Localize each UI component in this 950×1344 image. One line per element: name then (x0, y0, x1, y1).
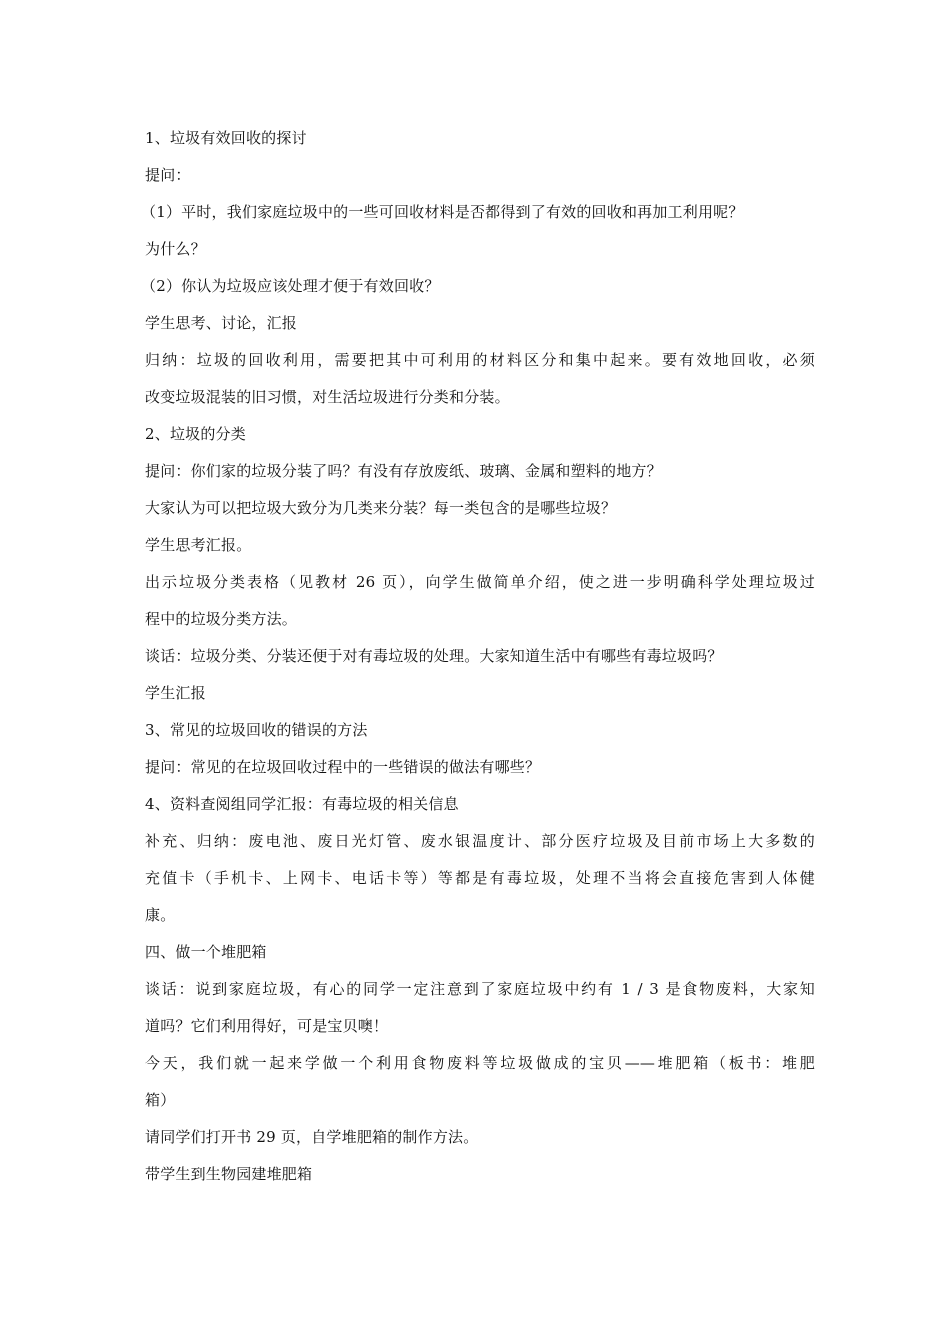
compost-intro-line-2: 箱） (145, 1091, 176, 1109)
classification-prompt: 大家认为可以把垃圾大致分为几类来分装？每一类包含的是哪些垃圾？ (145, 499, 617, 517)
heading-3-wrong-methods: 3、常见的垃圾回收的错误的方法 (145, 721, 368, 739)
question-2: （2）你认为垃圾应该处理才便于有效回收？ (141, 277, 440, 295)
heading-4-toxic-info: 4、资料查阅组同学汇报：有毒垃圾的相关信息 (145, 795, 459, 813)
heading-2-garbage-classification: 2、垃圾的分类 (145, 425, 246, 443)
classification-question: 提问：你们家的垃圾分装了吗？有没有存放废纸、玻璃、金属和塑料的地方？ (145, 462, 662, 480)
classification-table-line-2: 程中的垃圾分类方法。 (145, 610, 298, 628)
toxic-summary-line-2: 充值卡（手机卡、上网卡、电话卡等）等都是有毒垃圾，处理不当将会直接危害到人体健 (145, 869, 815, 887)
compost-intro-line-1: 今天，我们就一起来学做一个利用食物废料等垃圾做成的宝贝——堆肥箱（板书：堆肥 (145, 1054, 815, 1072)
toxic-summary-line-3: 康。 (145, 906, 176, 924)
classification-table-line-1: 出示垃圾分类表格（见教材 26 页），向学生做简单介绍，使之进一步明确科学处理垃圾过 (145, 573, 815, 591)
question-1-line-1: （1）平时，我们家庭垃圾中的一些可回收材料是否都得到了有效的回收和再加工利用呢？ (141, 203, 744, 221)
student-report-2: 学生汇报 (145, 684, 206, 702)
self-study-instruction: 请同学们打开书 29 页，自学堆肥箱的制作方法。 (145, 1128, 479, 1146)
build-compost-activity: 带学生到生物园建堆肥箱 (145, 1165, 313, 1183)
summary-line-1: 归纳：垃圾的回收利用，需要把其中可利用的材料区分和集中起来。要有效地回收，必须 (145, 351, 815, 369)
student-report-1: 学生思考汇报。 (145, 536, 252, 554)
question-label: 提问： (145, 166, 191, 184)
toxic-summary-line-1: 补充、归纳：废电池、废日光灯管、废水银温度计、部分医疗垃圾及目前市场上大多数的 (145, 832, 815, 850)
heading-section-four-compost: 四、做一个堆肥箱 (145, 943, 267, 961)
toxic-garbage-talk: 谈话：垃圾分类、分装还便于对有毒垃圾的处理。大家知道生活中有哪些有毒垃圾吗？ (145, 647, 723, 665)
compost-talk-line-2: 道吗？它们利用得好，可是宝贝噢！ (145, 1017, 389, 1035)
heading-1-garbage-recycling: 1、垃圾有效回收的探讨 (145, 129, 307, 147)
student-discussion: 学生思考、讨论，汇报 (145, 314, 298, 332)
wrong-methods-question: 提问：常见的在垃圾回收过程中的一些错误的做法有哪些？ (145, 758, 541, 776)
compost-talk-line-1: 谈话：说到家庭垃圾，有心的同学一定注意到了家庭垃圾中约有 1 / 3 是食物废料，大家知 (145, 980, 815, 998)
summary-line-2: 改变垃圾混装的旧习惯，对生活垃圾进行分类和分装。 (145, 388, 510, 406)
question-1-line-2: 为什么？ (145, 240, 206, 258)
